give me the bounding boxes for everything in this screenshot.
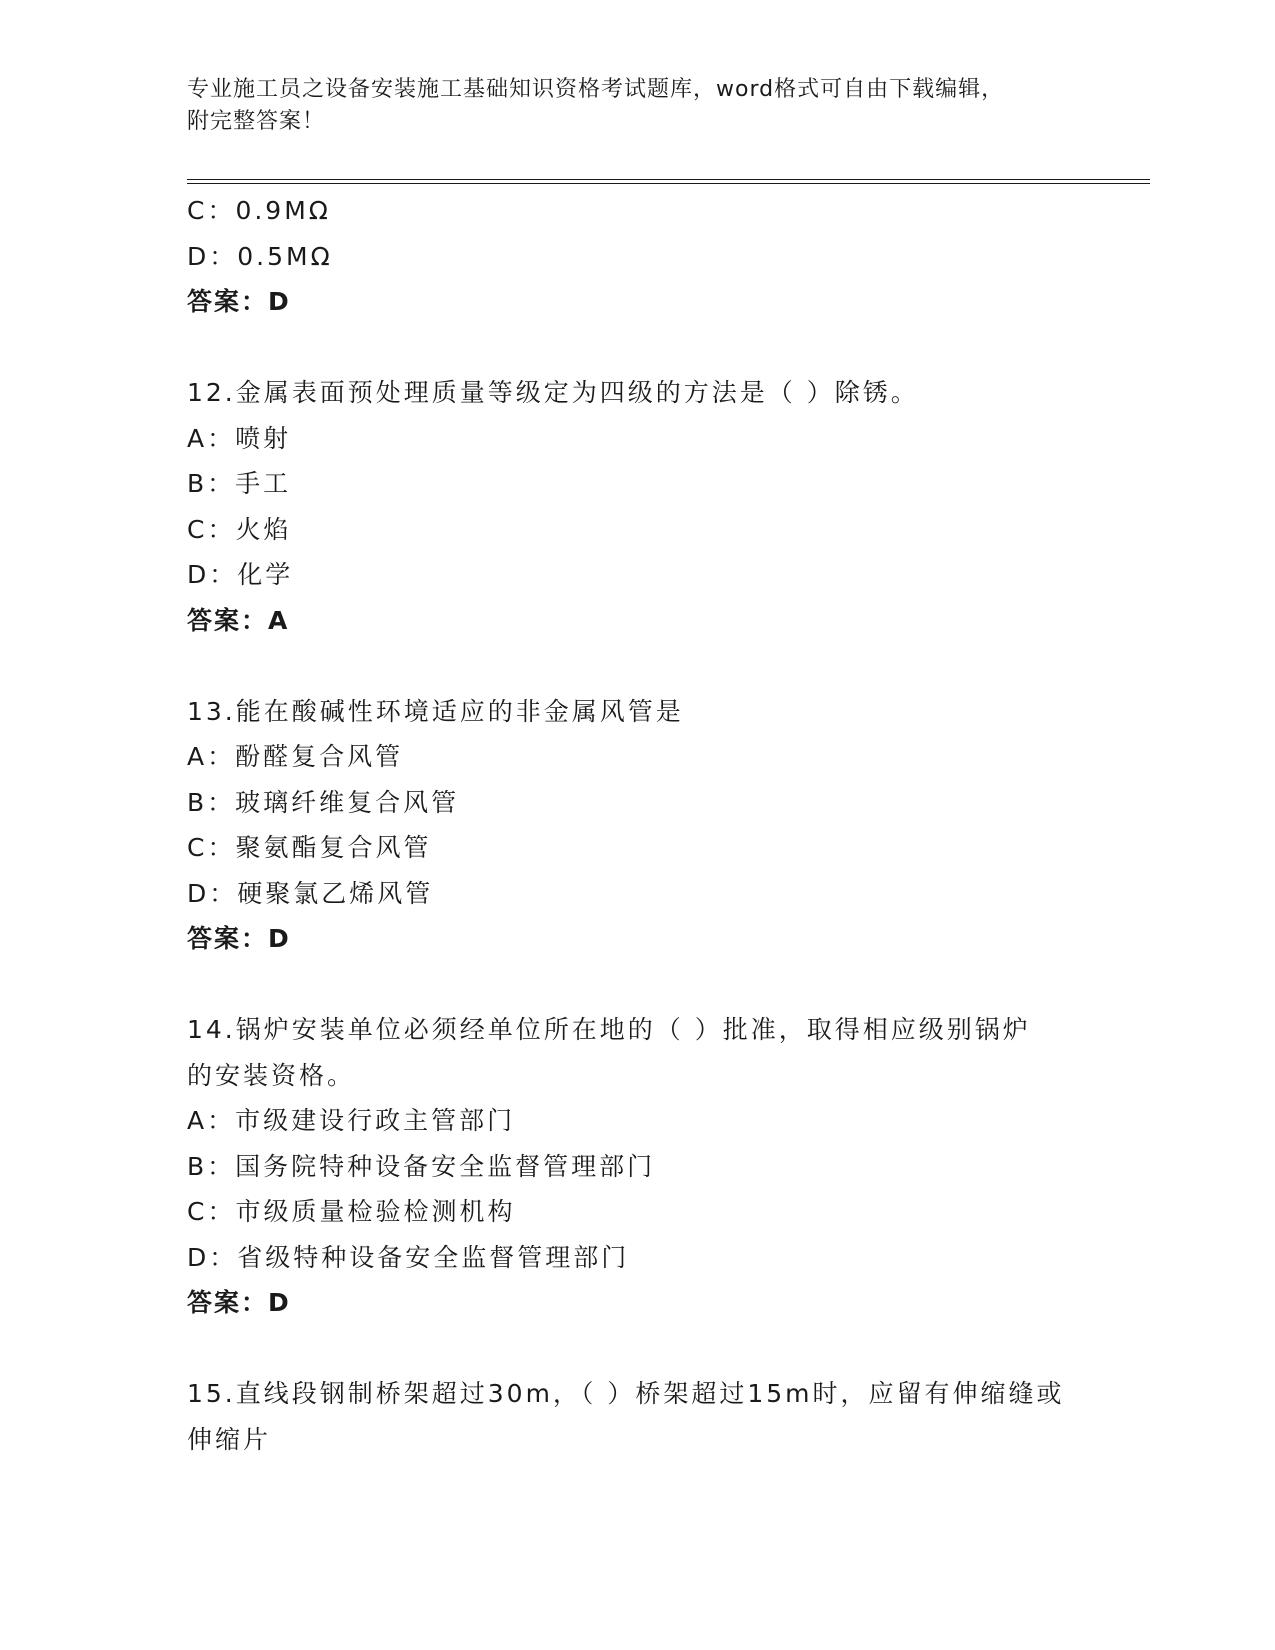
- option-a: A：酚醛复合风管: [187, 742, 404, 771]
- header-double-rule: [187, 179, 1150, 184]
- question-stem-line-2: 伸缩片: [187, 1424, 272, 1454]
- header-title-line-1: 专业施工员之设备安装施工基础知识资格考试题库，word格式可自由下载编辑，: [187, 77, 1005, 102]
- option-d: D：0.5MΩ: [187, 241, 333, 271]
- answer: 答案：D: [187, 287, 291, 316]
- question-13: [187, 689, 1087, 962]
- header-title-line-2: 附完整答案！: [187, 109, 326, 134]
- option-d: D：化学: [187, 560, 294, 589]
- spacer: [187, 325, 1087, 371]
- option-c: C：聚氨酯复合风管: [187, 833, 432, 862]
- option-a: A：喷射: [187, 423, 292, 453]
- option-a: A：市级建设行政主管部门: [187, 1106, 516, 1135]
- prev-question-tail: [187, 188, 1087, 325]
- question-12: [187, 370, 1087, 643]
- question-stem: 13.能在酸碱性环境适应的非金属风管是: [187, 696, 684, 726]
- question-15: [187, 1371, 1087, 1462]
- spacer: [187, 1326, 1087, 1372]
- question-14: [187, 1007, 1087, 1326]
- question-stem-line-1: 15.直线段钢制桥架超过30m，（ ）桥架超过15m时，应留有伸缩缝或: [187, 1379, 1065, 1408]
- question-stem: 12.金属表面预处理质量等级定为四级的方法是（ ）除锈。: [187, 378, 919, 407]
- option-c: C：火焰: [187, 514, 292, 544]
- answer: 答案：A: [187, 605, 290, 635]
- question-stem-line-1: 14.锅炉安装单位必须经单位所在地的（ ）批准，取得相应级别锅炉: [187, 1015, 1031, 1044]
- answer: 答案：D: [187, 924, 291, 953]
- answer: 答案：D: [187, 1288, 291, 1317]
- option-b: B：国务院特种设备安全监督管理部门: [187, 1151, 656, 1181]
- option-b: B：玻璃纤维复合风管: [187, 787, 460, 817]
- option-d: D：硬聚氯乙烯风管: [187, 878, 434, 908]
- question-stem-line-2: 的安装资格。: [187, 1060, 356, 1090]
- question-list: [187, 188, 1087, 1462]
- option-c: C：0.9MΩ: [187, 196, 331, 225]
- option-d: D：省级特种设备安全监督管理部门: [187, 1242, 630, 1272]
- option-b: B：手工: [187, 469, 292, 498]
- spacer: [187, 962, 1087, 1008]
- spacer: [187, 643, 1087, 689]
- page-header: [187, 74, 1067, 138]
- option-c: C：市级质量检验检测机构: [187, 1197, 516, 1226]
